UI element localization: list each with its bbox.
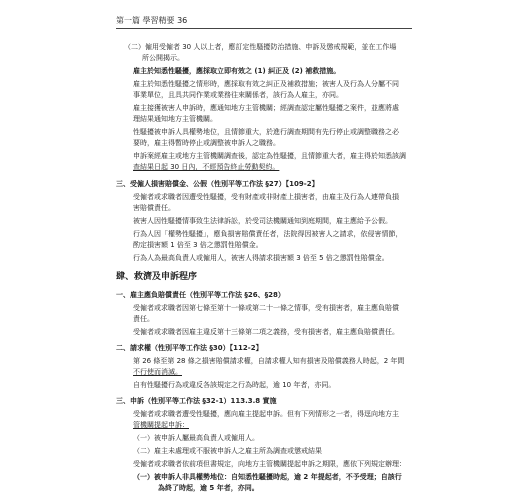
para-d-line1: 申訴案經雇主或地方主管機關調查後，認定為性騷擾，且情節重大者，雇主得於知悉該調: [133, 152, 406, 160]
para-b-line2: 理結果通知地方主管機關。: [133, 115, 217, 123]
s3-item1: （一）被申訴人屬最高負責人或僱用人。: [133, 434, 259, 442]
para-c-line1: 性騷擾被申訴人具權勢地位，且情節重大，於進行調查期間有先行停止或調整職務之必: [133, 128, 399, 136]
s3-sub1-line2: 為終了時起，逾 5 年者，亦同。: [158, 484, 259, 492]
sec2-item2-line2: 所公開揭示。: [142, 54, 184, 62]
para-a-line2: 雇主於知悉性騷擾之情形時，應採取有效之糾正及補救措施；被害人及行為人分屬不同: [133, 80, 399, 88]
s2-line2: 不行使而消滅。: [133, 368, 182, 376]
sec3-line2: 害賠償責任。: [133, 204, 175, 212]
sec2-item2-line1: （二）僱用受僱者 30 人以上者，應訂定性騷擾防治措施、申訴及懲戒規範，並在工作場: [124, 43, 397, 51]
s3-line1: 受僱者或求職者遭受性騷擾，應向雇主提起申訴。但有下列情形之一者，得逕向地方主: [133, 410, 399, 418]
s3-sub1-line1: （一）被申訴人非具權勢地位：自知悉性騷擾時起，逾 2 年提起者，不予受理；自該行: [133, 473, 402, 481]
s1-line2: 責任。: [133, 315, 154, 323]
para-c-line2: 要時，雇主得暫時停止或調整被申訴人之職務。: [133, 139, 280, 147]
s3-item2: （二）雇主未處理或不服被申訴人之雇主所為調查或懲戒結果: [133, 447, 322, 455]
s2-heading: 二、請求權（性別平等工作法 §30）【112-2】: [116, 344, 263, 352]
sec3-heading: 三、受僱人損害賠償金、公假（性別平等工作法 §27）【109-2】: [116, 180, 319, 188]
para-b-line1: 雇主接獲被害人申訴時，應通知地方主管機關；經調查認定屬性騷擾之案件，並應將處: [133, 104, 399, 112]
sec3-line6: 行為人為最高負責人或僱用人，被害人得請求損害額 3 倍至 5 倍之懲罰性賠償金。: [133, 254, 389, 262]
para-a-line3: 事業單位，且具共同作業或業務往來關係者，該行為人雇主，亦同。: [133, 91, 343, 99]
s3-line2: 管機關提起申訴：: [133, 421, 189, 429]
s1-line3: 受僱者或求職者因雇主違反第十三條第二項之義務，受有損害者，雇主應負賠償責任。: [133, 328, 399, 336]
header-divider: [116, 28, 412, 29]
sec3-line5: 酌定損害額 1 倍至 3 倍之懲罰性賠償金。: [133, 241, 263, 249]
sec3-line1: 受僱者或求職者因遭受性騷擾，受有財產或非財產上損害者，由雇主及行為人連帶負損: [133, 193, 399, 201]
s3-line3: 受僱者或求職者依前項但書規定，向地方主管機關提起申訴之期限，應依下列規定辦理：: [133, 460, 406, 468]
page-header: 第一篇 學習精要 36: [116, 16, 188, 25]
s3-heading: 三、申訴（性別平等工作法 §32-1）113.3.8 實施: [116, 397, 277, 405]
s2-line1: 第 26 條至第 28 條之損害賠償請求權，自請求權人知有損害及賠償義務人時起，2 年間: [133, 357, 405, 365]
s1-heading: 一、雇主應負賠償責任（性別平等工作法 §26、§28）: [116, 291, 285, 299]
s1-line1: 受僱者或求職者因第七條至第十一條或第二十一條之情事，受有損害者，雇主應負賠償: [133, 304, 399, 312]
sec3-line3: 被害人因性騷擾情事致生法律訴訟，於受司法機關通知到庭期間，雇主應給予公假。: [133, 217, 392, 225]
main-heading: 肆、救濟及申訴程序: [116, 272, 198, 282]
para-a-line1: 雇主於知悉性騷擾，應採取立即有效之 (1) 糾正及 (2) 補救措施。: [133, 67, 341, 75]
para-d-line2: 查結果日起 30 日內，不經預告終止勞動契約。: [133, 163, 280, 171]
s2-line3: 自有性騷擾行為或違反各該規定之行為時起，逾 10 年者，亦同。: [133, 381, 336, 389]
sec3-line4: 行為人因「權勢性騷擾」，應負損害賠償責任者，法院得因被害人之請求，依侵害情節，: [133, 230, 403, 238]
